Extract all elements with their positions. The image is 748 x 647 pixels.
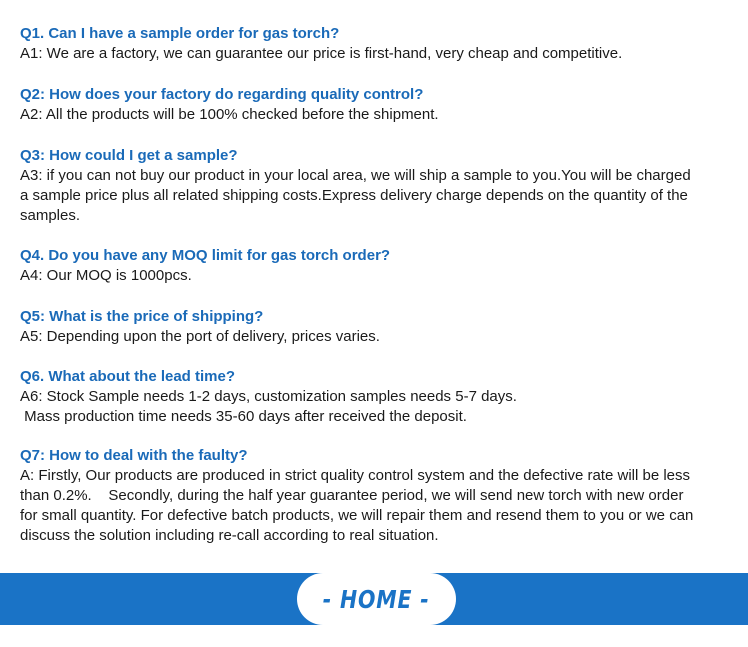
- faq-answer-line: discuss the solution including re-call according to real situation.: [20, 527, 439, 544]
- faq-answer-line: A3: if you can not buy our product in your local area, we will ship a sample to you.You will be charged: [20, 167, 691, 184]
- faq-answer-line: than 0.2%. Secondly, during the half year guarantee period, we will send new torch with new order: [20, 487, 684, 504]
- faq-answer-line: Mass production time needs 35-60 days after received the deposit.: [20, 408, 467, 425]
- faq-answer-line: A5: Depending upon the port of delivery, prices varies.: [20, 328, 380, 345]
- faq-section: [20, 24, 736, 564]
- faq-answer: [20, 266, 736, 286]
- faq-answer: [20, 327, 736, 347]
- faq-answer: [20, 387, 736, 427]
- home-banner: [0, 573, 748, 625]
- faq-answer: [20, 166, 736, 226]
- faq-question: Q4. Do you have any MOQ limit for gas torch order?: [20, 247, 391, 264]
- faq-item-q1: [20, 24, 736, 64]
- faq-question: Q7: How to deal with the faulty?: [20, 447, 248, 464]
- faq-answer-line: A2: All the products will be 100% checked before the shipment.: [20, 106, 439, 123]
- faq-answer-line: A: Firstly, Our products are produced in strict quality control system and the defective rate will be less: [20, 467, 691, 484]
- home-button-label: - HOME -: [323, 584, 430, 614]
- faq-answer-line: a sample price plus all related shipping costs.Express delivery charge depends on the quantity of the: [20, 187, 688, 204]
- faq-question: Q6. What about the lead time?: [20, 368, 236, 385]
- faq-answer-line: samples.: [20, 207, 81, 224]
- faq-item-q2: [20, 85, 736, 125]
- faq-item-q5: [20, 307, 736, 347]
- faq-item-q7: [20, 446, 736, 546]
- faq-item-q6: [20, 367, 736, 427]
- faq-question: Q3: How could I get a sample?: [20, 147, 238, 164]
- faq-answer-line: A6: Stock Sample needs 1-2 days, customization samples needs 5-7 days.: [20, 388, 517, 405]
- faq-answer-line: A1: We are a factory, we can guarantee our price is first-hand, very cheap and competitive.: [20, 45, 623, 62]
- faq-question: Q5: What is the price of shipping?: [20, 308, 264, 325]
- faq-answer: [20, 44, 736, 64]
- faq-question: Q1. Can I have a sample order for gas torch?: [20, 25, 340, 42]
- faq-answer-line: A4: Our MOQ is 1000pcs.: [20, 267, 192, 284]
- faq-question: Q2: How does your factory do regarding quality control?: [20, 86, 424, 103]
- faq-answer-line: for small quantity. For defective batch products, we will repair them and resend them to you or we can: [20, 507, 694, 524]
- faq-item-q4: [20, 246, 736, 286]
- home-button[interactable]: [297, 573, 456, 625]
- faq-answer: [20, 466, 736, 546]
- faq-item-q3: [20, 146, 736, 226]
- faq-answer: [20, 105, 736, 125]
